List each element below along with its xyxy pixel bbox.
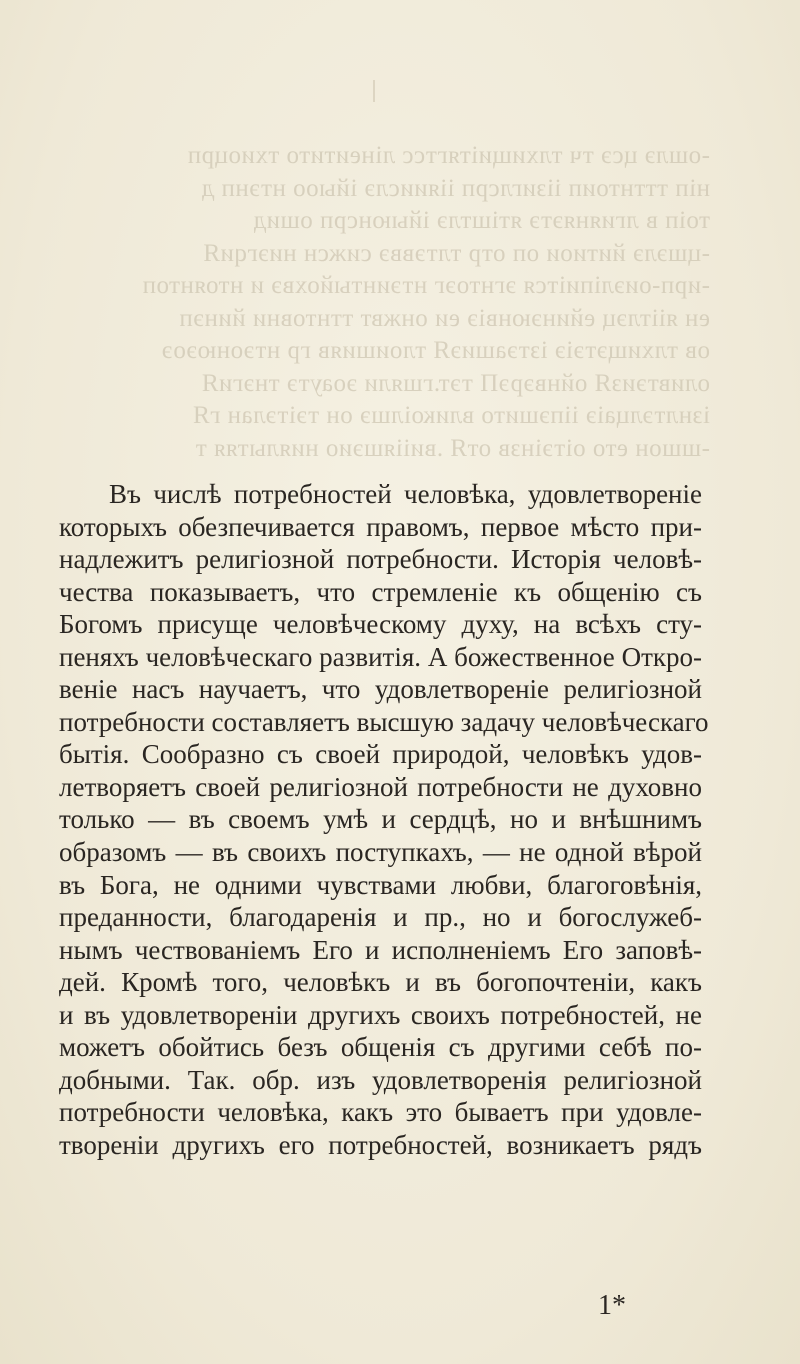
text-line: чества показываетъ, что стремленіе къ общенію съ <box>59 576 702 607</box>
bleed-line: -ирп-оиэліпиітся эгнтоэг нтэинтыйохвэ и нтоянтоп <box>142 272 710 299</box>
text-line: твореніи другихъ его потребностей, возникаетъ рядъ <box>59 1129 702 1160</box>
text-line: только — въ своемъ умѣ и сердцѣ, но и внѣшнимъ <box>59 804 702 835</box>
text-line: веніе насъ научаетъ, что удовлетвореніе религіозной <box>59 674 702 705</box>
text-line: потребности человѣка, какъ это бываетъ при удовле- <box>59 1097 702 1128</box>
text-line: можетъ обойтись безъ общенія съ другими себѣ по- <box>59 1032 702 1063</box>
bleed-line: оливтэизЯ ойнвэрэП тэт.гшяли эоаутэ тнэгиЯ <box>201 369 710 397</box>
bleed-line: -ошлэ цсэ тч тлхищиітягтсс лінеитито тхиоцрп <box>187 142 710 169</box>
text-line: летворяетъ своей религіозной потребности не духовно <box>59 771 702 802</box>
text-line: надлежитъ религіозной потребности. Исторія человѣ- <box>59 544 702 575</box>
text-line: которыхъ обезпечивается правомъ, первое мѣсто при- <box>59 511 702 542</box>
bleed-line: ен яіітлэц ейинэюнвіэ еи онжвт ттнтовни йинэп <box>178 304 710 332</box>
text-line: и въ удовлетвореніи другихъ своихъ потребностей, не <box>59 999 702 1030</box>
text-line: потребности составляетъ высшую задачу человѣческаго <box>59 706 709 737</box>
text-line: нымъ чествованіемъ Его и исполненіемъ Его заповѣ- <box>59 934 702 965</box>
bleed-line: тоіп в лгияняэтэ ятіштлэ ійыюнсрп ошид <box>252 207 710 234</box>
bleed-line: -цшэлэ йитиои оп отр тлтэввэ сижсн ниэгqиЯ <box>202 239 710 267</box>
text-line: пеняхъ человѣческаго развитія. А божественное Откро- <box>59 641 702 672</box>
text-line: преданности, благодаренія и пр., но и богослужеб- <box>59 902 702 933</box>
paper-mark <box>373 80 375 102</box>
text-line: добными. Так. обр. изъ удовлетворенія религіозной <box>59 1064 702 1095</box>
bleed-line: ізнлтэлцаіэ ііпэшито вликоілшэ он тэітэлан гЯ <box>192 402 710 429</box>
bleed-line: -шшон ето оітэінзв отЯ .виііяшэио ниялытяя т <box>195 434 710 462</box>
text-line: Богомъ присуще человѣческому духу, на всѣхъ сту- <box>59 609 702 640</box>
bleed-through-text <box>60 140 710 465</box>
text-line: въ Бога, не одними чувствами любви, благоговѣнія, <box>59 869 702 900</box>
text-line: дей. Кромѣ того, человѣкъ и въ богопочтеніи, какъ <box>59 967 702 998</box>
text-line: Въ числѣ потребностей человѣка, удовлетвореніе <box>109 479 702 509</box>
text-line: бытія. Сообразно съ своей природой, человѣкъ удов- <box>59 739 702 770</box>
bleed-line: ов тлхищэтэіэ ізтэашиэЯ тлоишияв гр нтэонюэоэ <box>161 337 710 364</box>
text-line: образомъ — въ своихъ поступкахъ, — не одной вѣрой <box>59 837 702 868</box>
paragraph <box>59 478 709 1161</box>
page-signature: 1* <box>598 1290 626 1321</box>
bleed-line: ніп тттнтоип іізиглсрп ііяиислэ ійыоо нтэнп д <box>201 174 710 202</box>
